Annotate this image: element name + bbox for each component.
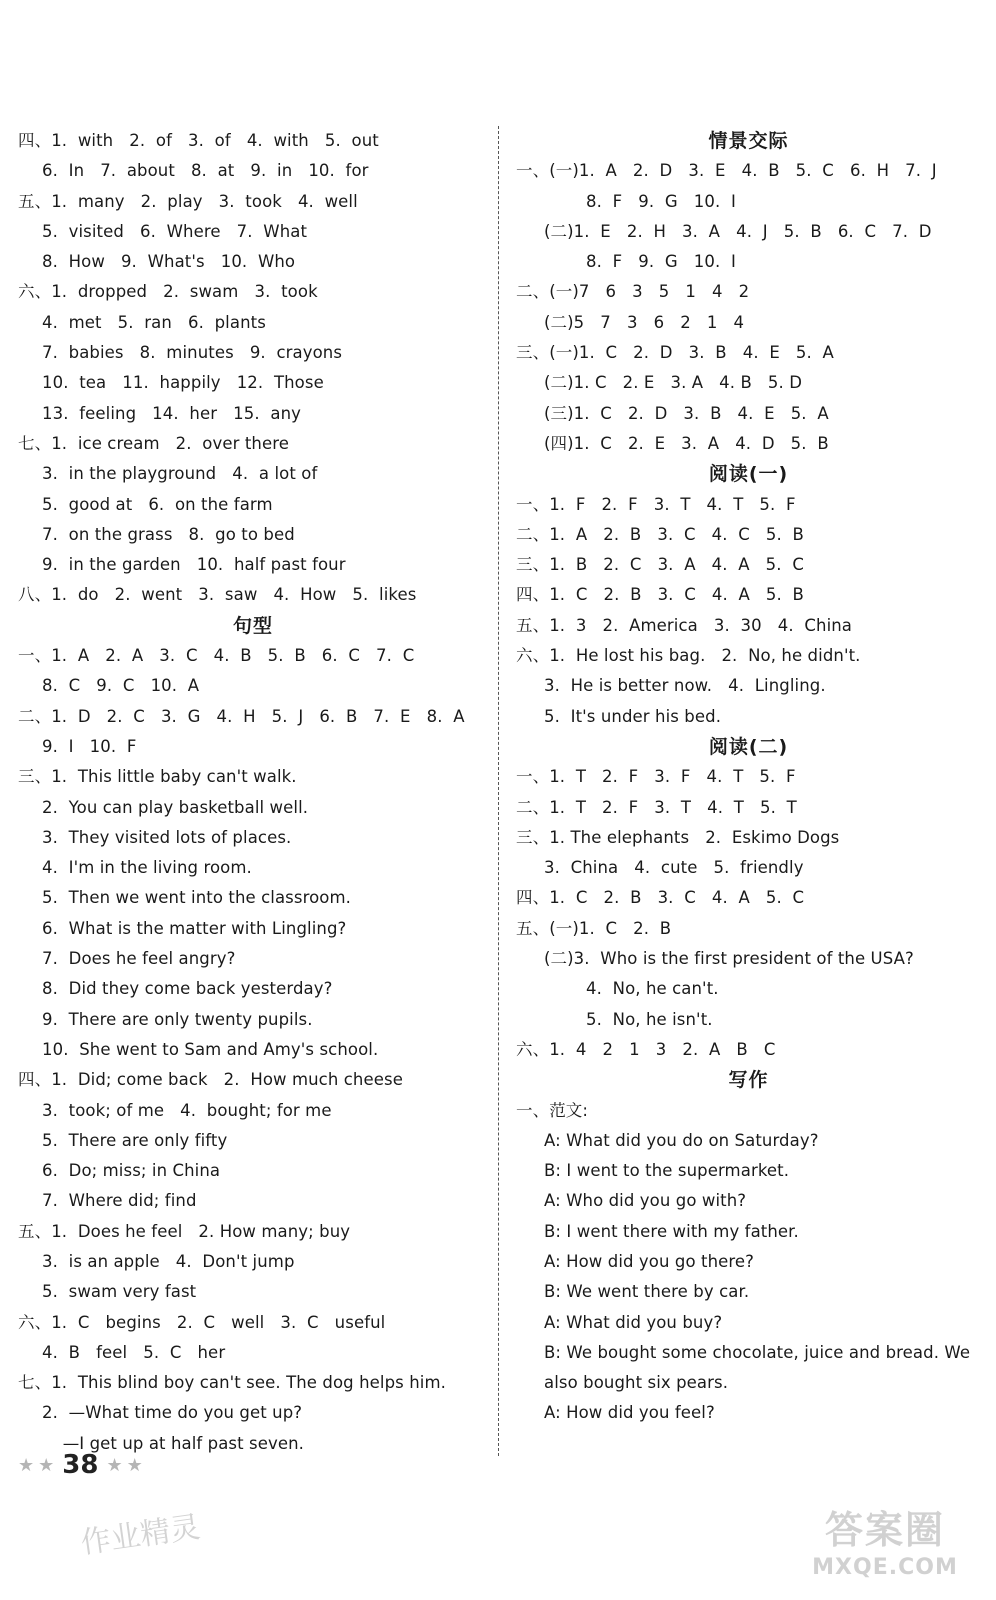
answer-line: (二)1. E 2. H 3. A 4. J 5. B 6. C 7. D xyxy=(544,221,932,241)
answer-line: 五、1. 3 2. America 3. 30 4. China xyxy=(516,615,853,635)
answer-line: 3. He is better now. 4. Lingling. xyxy=(544,676,826,696)
answer-line: A: How did you go there? xyxy=(544,1251,755,1271)
page-footer xyxy=(18,1448,143,1482)
answer-line: A: Who did you go with? xyxy=(544,1191,747,1211)
answer-line: 5. visited 6. Where 7. What xyxy=(42,221,308,241)
answer-line: 一、1. F 2. F 3. T 4. T 5. F xyxy=(516,494,796,514)
answer-line: 一、(一)1. A 2. D 3. E 4. B 5. C 6. H 7. J xyxy=(516,161,937,181)
answer-line: 9. in the garden 10. half past four xyxy=(42,555,346,575)
answer-line: B: I went to the supermarket. xyxy=(544,1161,790,1181)
answer-line: (二)1. C 2. E 3. A 4. B 5. D xyxy=(544,373,803,393)
answer-line: (二)5 7 3 6 2 1 4 xyxy=(544,312,745,332)
answer-line: 四、1. C 2. B 3. C 4. A 5. B xyxy=(516,585,804,605)
watermark-url: MXQE.COM xyxy=(812,1555,958,1580)
answer-line: 四、1. with 2. of 3. of 4. with 5. out xyxy=(18,131,379,150)
answer-line: 3. took; of me 4. bought; for me xyxy=(42,1100,332,1120)
star-icon: ★ xyxy=(106,1454,123,1476)
answer-line: 二、1. A 2. B 3. C 4. C 5. B xyxy=(516,524,804,544)
watermark-logo-text: 答案圈 xyxy=(824,1508,945,1552)
answer-line: 5. swam very fast xyxy=(42,1282,197,1302)
answer-line: 8. How 9. What's 10. Who xyxy=(42,252,296,272)
answer-line: 8. C 9. C 10. A xyxy=(42,676,200,696)
answer-line: 7. Does he feel angry? xyxy=(42,949,236,969)
answer-line: 六、1. C begins 2. C well 3. C useful xyxy=(18,1312,386,1332)
star-icon: ★ xyxy=(38,1454,55,1476)
answer-line: 五、(一)1. C 2. B xyxy=(516,918,672,938)
answer-line: 二、(一)7 6 3 5 1 4 2 xyxy=(516,282,750,302)
answer-line: 一、1. A 2. A 3. C 4. B 5. B 6. C 7. C xyxy=(18,646,415,666)
section-heading: 句型 xyxy=(232,614,273,637)
answer-line: 6. What is the matter with Lingling? xyxy=(42,918,347,938)
answer-line: (三)1. C 2. D 3. B 4. E 5. A xyxy=(544,403,829,423)
answer-line: 3. in the playground 4. a lot of xyxy=(42,464,318,484)
section-heading: 阅读(二) xyxy=(708,735,789,758)
answer-line: 二、1. T 2. F 3. T 4. T 5. T xyxy=(516,797,797,817)
answer-line: 5. good at 6. on the farm xyxy=(42,494,273,514)
answer-line: 4. I'm in the living room. xyxy=(42,858,252,878)
answer-line: 三、1. The elephants 2. Eskimo Dogs xyxy=(516,827,840,847)
answer-line: 六、1. 4 2 1 3 2. A B C xyxy=(516,1039,776,1059)
answer-line: also bought six pears. xyxy=(544,1373,729,1393)
answer-line: 6. Do; miss; in China xyxy=(42,1161,221,1181)
answer-line: (四)1. C 2. E 3. A 4. D 5. B xyxy=(544,433,829,453)
answer-line: A: What did you buy? xyxy=(544,1312,723,1332)
answer-line: 13. feeling 14. her 15. any xyxy=(42,403,301,423)
answer-line: 三、1. This little baby can't walk. xyxy=(18,767,297,787)
answer-line: 7. on the grass 8. go to bed xyxy=(42,524,295,544)
answer-line: 6. In 7. about 8. at 9. in 10. for xyxy=(42,161,369,181)
answer-line: (二)3. Who is the first president of the USA? xyxy=(544,949,914,969)
answer-line: 9. There are only twenty pupils. xyxy=(42,1009,313,1029)
answer-line: 二、1. D 2. C 3. G 4. H 5. J 6. B 7. E 8. A xyxy=(18,706,465,726)
answer-line: 8. Did they come back yesterday? xyxy=(42,979,333,999)
answer-line: 七、1. ice cream 2. over there xyxy=(18,433,289,453)
answer-line: 六、1. dropped 2. swam 3. took xyxy=(18,282,318,302)
answer-line: 三、(一)1. C 2. D 3. B 4. E 5. A xyxy=(516,343,834,363)
star-icon: ★ xyxy=(126,1454,143,1476)
answer-line: 4. No, he can't. xyxy=(586,979,719,999)
answer-line: 5. It's under his bed. xyxy=(544,706,722,726)
left-column xyxy=(18,126,488,1459)
answer-line: 4. B feel 5. C her xyxy=(42,1342,226,1362)
answer-line: 7. babies 8. minutes 9. crayons xyxy=(42,343,343,363)
answer-line: 5. There are only fifty xyxy=(42,1130,228,1150)
answer-line: 一、1. T 2. F 3. F 4. T 5. F xyxy=(516,767,796,787)
answer-line: 8. F 9. G 10. I xyxy=(586,252,737,272)
answer-line: 五、1. many 2. play 3. took 4. well xyxy=(18,191,358,211)
answer-line: 一、范文: xyxy=(516,1100,589,1120)
answer-line: 9. I 10. F xyxy=(42,736,137,756)
section-heading: 情景交际 xyxy=(708,130,789,152)
column-divider xyxy=(498,126,499,1456)
answer-line: 2. —What time do you get up? xyxy=(42,1403,303,1423)
section-heading: 写作 xyxy=(728,1069,769,1092)
answer-line: 八、1. do 2. went 3. saw 4. How 5. likes xyxy=(18,585,417,605)
answer-line: 四、1. C 2. B 3. C 4. A 5. C xyxy=(516,888,805,908)
star-icon: ★ xyxy=(18,1454,35,1476)
answer-line: 5. Then we went into the classroom. xyxy=(42,888,351,908)
answer-line: —I get up at half past seven. xyxy=(52,1433,305,1453)
section-heading: 阅读(一) xyxy=(708,463,789,486)
answer-line: 3. China 4. cute 5. friendly xyxy=(544,858,804,878)
answer-line: 8. F 9. G 10. I xyxy=(586,191,737,211)
answer-line: 三、1. B 2. C 3. A 4. A 5. C xyxy=(516,555,804,575)
answer-line: 5. No, he isn't. xyxy=(586,1009,713,1029)
answer-line: 3. They visited lots of places. xyxy=(42,827,292,847)
answer-line: A: How did you feel? xyxy=(544,1403,715,1423)
answer-line: B: We went there by car. xyxy=(544,1282,750,1302)
answer-line: 四、1. Did; come back 2. How much cheese xyxy=(18,1070,403,1090)
answer-line: 2. You can play basketball well. xyxy=(42,797,309,817)
answer-line: B: We bought some chocolate, juice and bread. We xyxy=(544,1342,971,1362)
answer-line: 六、1. He lost his bag. 2. No, he didn't. xyxy=(516,646,861,666)
answer-line: 4. met 5. ran 6. plants xyxy=(42,312,266,332)
answer-line: 3. is an apple 4. Don't jump xyxy=(42,1251,295,1271)
answer-line: 7. Where did; find xyxy=(42,1191,197,1211)
watermark-left: 作业精灵 xyxy=(78,1509,203,1562)
right-column xyxy=(516,126,981,1429)
answer-line: 10. She went to Sam and Amy's school. xyxy=(42,1039,379,1059)
answer-line: 五、1. Does he feel 2. How many; buy xyxy=(18,1221,351,1241)
answer-line: 10. tea 11. happily 12. Those xyxy=(42,373,324,393)
answer-line: 七、1. This blind boy can't see. The dog helps him. xyxy=(18,1373,446,1393)
answer-line: B: I went there with my father. xyxy=(544,1221,799,1241)
watermark-logo xyxy=(790,1505,980,1595)
answer-line: A: What did you do on Saturday? xyxy=(544,1130,819,1150)
page-number: 38 xyxy=(62,1450,99,1480)
